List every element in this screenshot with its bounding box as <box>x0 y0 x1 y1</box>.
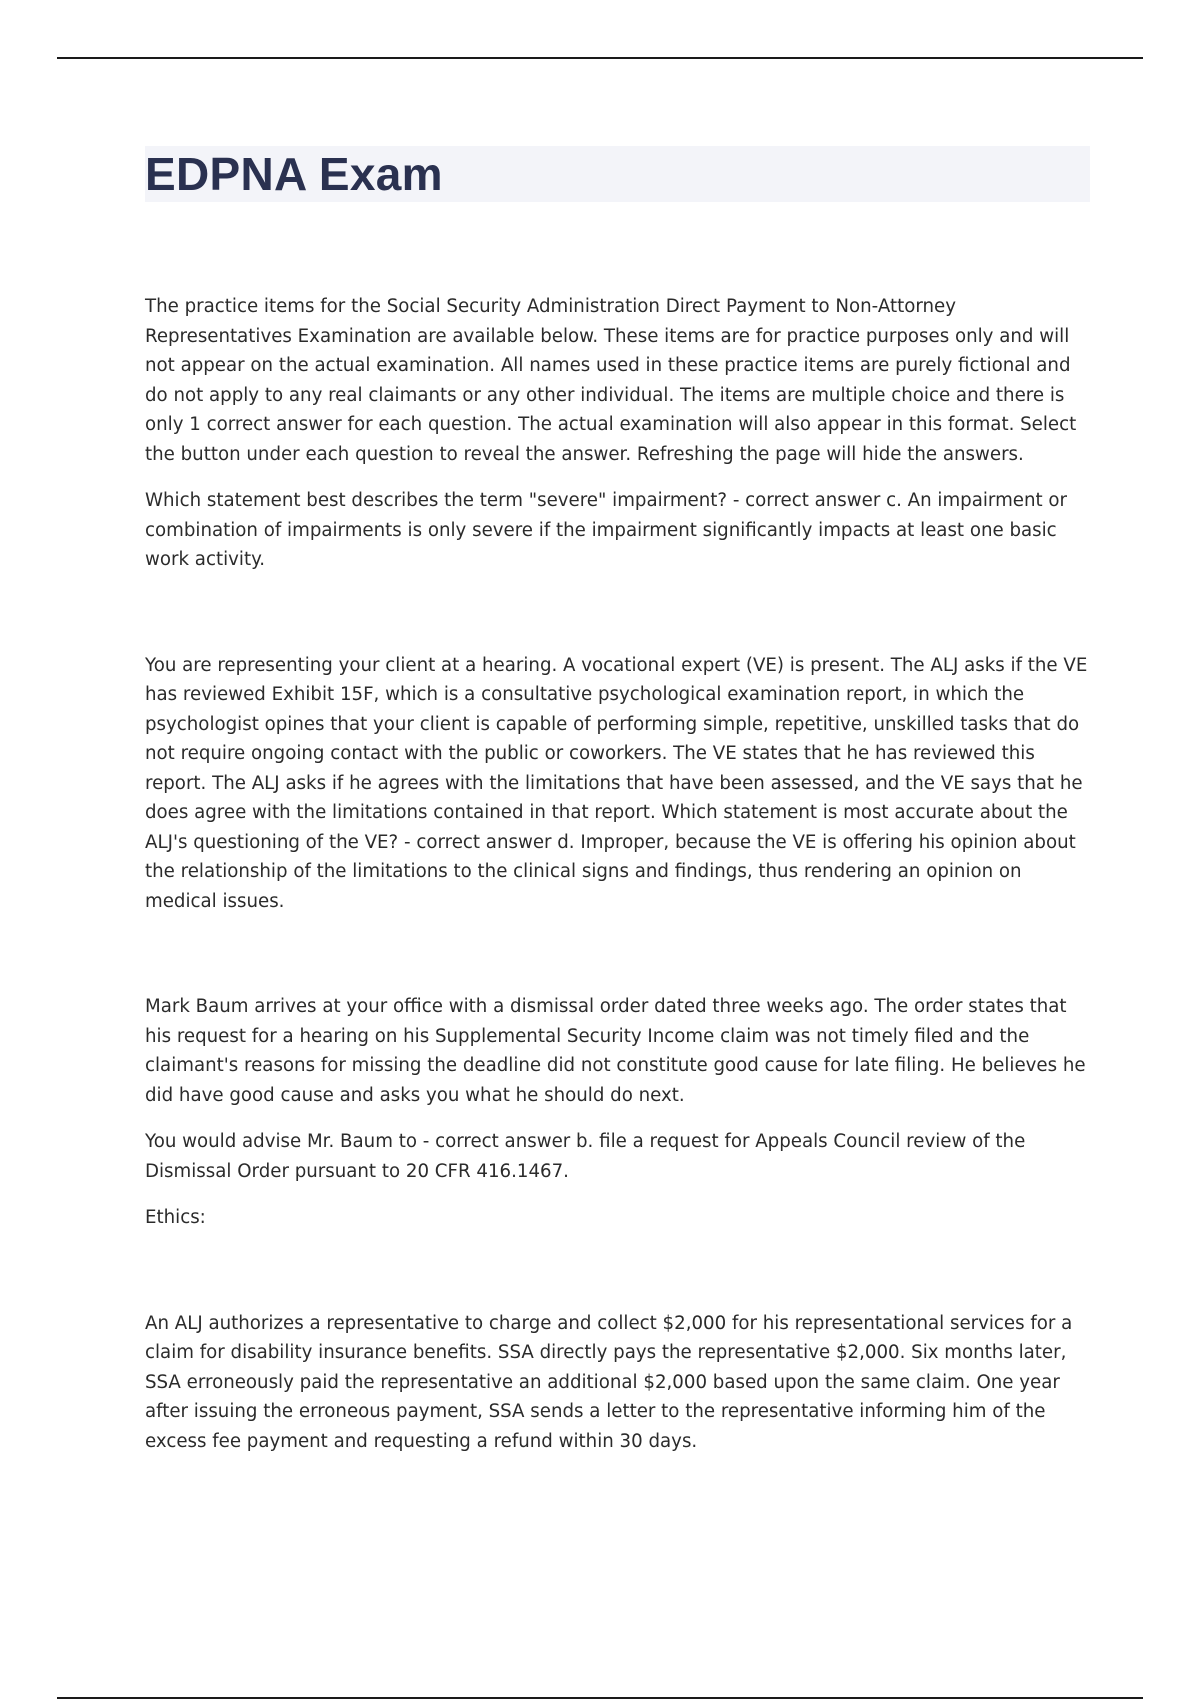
question-excess-fee: An ALJ authorizes a representative to charge and collect $2,000 for his representational services for a claim for disability insurance benefits. SSA directly pays the representative $2,000. Six months later, SSA erroneously paid the representative an additional $2,000 based upon the same claim. One year after issuing the erroneous payment, SSA sends a letter to the representative informing him of the excess fee payment and requesting a refund within 30 days. <box>145 1312 1073 1452</box>
bottom-rule <box>57 1697 1143 1699</box>
document-title: EDPNA Exam <box>145 148 443 200</box>
top-rule <box>57 57 1143 59</box>
answer-dismissal-order: You would advise Mr. Baum to - correct answer b. file a request for Appeals Council review of the Dismissal Order pursuant to 20 CFR 416.1467. <box>145 1131 1026 1182</box>
section-heading-ethics: Ethics: <box>145 1207 206 1228</box>
intro-paragraph: The practice items for the Social Security Administration Direct Payment to Non-Attorney Representatives Examination are available below. These items are for practice purposes only and will not appear on the actual examination. All names used in these practice items are purely fictional and do not apply to any real claimants or any other individual. The items are multiple choice and there is only 1 correct answer for each question. The actual examination will also appear in this format. Select the button under each question to reveal the answer. Refreshing the page will hide the answers. <box>145 296 1077 465</box>
question-vocational-expert: You are representing your client at a hearing. A vocational expert (VE) is present. The ALJ asks if the VE has reviewed Exhibit 15F, which is a consultative psychological examination report, in which the psychologist opines that your client is capable of performing simple, repetitive, unskilled tasks that do not require ongoing contact with the public or coworkers. The VE states that he has reviewed this report. The ALJ asks if he agrees with the limitations that have been assessed, and the VE says that he does agree with the limitations contained in that report. Which statement is most accurate about the ALJ's questioning of the VE? - correct answer d. Improper, because the VE is offering his opinion about the relationship of the limitations to the clinical signs and findings, thus rendering an opinion on medical issues. <box>145 654 1088 912</box>
question-severe-impairment: Which statement best describes the term "severe" impairment? - correct answer c. An impairment or combination of impairments is only severe if the impairment significantly impacts at least one basic work activity. <box>145 490 1068 570</box>
document-body <box>145 292 1090 1456</box>
question-dismissal-order: Mark Baum arrives at your office with a dismissal order dated three weeks ago. The order states that his request for a hearing on his Supplemental Security Income claim was not timely filed and the claimant's reasons for missing the deadline did not constitute good cause for late filing. He believes he did have good cause and asks you what he should do next. <box>145 996 1086 1106</box>
